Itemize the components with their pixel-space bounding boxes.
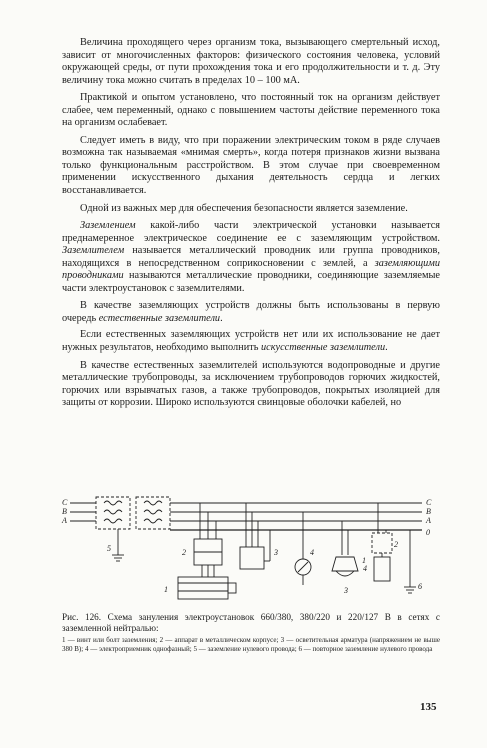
transformer-primary <box>96 497 130 529</box>
grounding-schematic <box>60 493 444 605</box>
caption-title: Рис. 126. Схема зануления электроустановок 660/380, 380/220 и 220/127 В в сетях с заземленной нейтралью: <box>62 612 440 633</box>
callout-number: 6 <box>418 582 422 591</box>
paragraph: Одной из важных мер для обеспечения безопасности является заземление. <box>80 202 408 214</box>
bus-label-right: 0 <box>426 528 430 537</box>
bus-label-left: С <box>62 498 68 507</box>
paragraph-natural: В качестве заземляющих устройств должны быть использованы в первую очередь естественные заземлители. <box>62 300 440 324</box>
callout-number: 2 <box>182 548 186 557</box>
body-text <box>62 37 440 415</box>
term-zazemlyayushchie-provodniki: заземляющими проводниками <box>62 257 440 282</box>
bus-label-right: А <box>426 516 431 525</box>
paragraph-definitions: Заземлением какой-либо части электрической установки называется преднамеренное электрическое соединение ее с заземляющим устройством. Заземлителем называется металлический проводник или группа проводников, находящихся в непосредственном соприкосновении с землей, а заземляющими проводниками называются металлические проводники, соединяющие заземляемые части электроустановок с заземлителями. <box>62 220 440 294</box>
callout-number: 1 <box>362 556 366 565</box>
receiver-box <box>374 557 390 581</box>
callout-number: 4 <box>310 548 314 557</box>
motor-housing <box>178 577 228 599</box>
term-zazemlenie: Заземлением <box>80 220 136 232</box>
page-number: 135 <box>420 701 437 713</box>
callout-number: 1 <box>164 585 168 594</box>
apparatus-box <box>240 547 264 569</box>
bus-label-left: В <box>62 507 67 516</box>
bus-label-right: С <box>426 498 432 507</box>
paragraph: В качестве естественных заземлителей используются водопроводные и другие металлические трубопроводы, за исключением трубопроводов горючих жидкостей, горючих или взрывчатых газов, а также трубопроводов, покрытых изоляцией для защиты от коррозии. Широко используются свинцовые оболочки кабелей, но <box>62 359 440 409</box>
callout-number: 3 <box>274 548 278 557</box>
term-artificial-grounding: искусственные заземлители <box>260 342 386 354</box>
paragraph: Практикой и опытом установлено, что постоянный ток на организм действует слабее, чем переменный, однако с повышением частоты действие переменного тока на организм ослабевает. <box>62 92 440 129</box>
figure-caption <box>62 612 440 653</box>
bus-label-left: А <box>62 516 67 525</box>
transformer-secondary <box>136 497 170 529</box>
paragraph: Следует иметь в виду, что при поражении электрическим током в ряде случаев возможна так называемая «мнимая смерть», когда потеря признаков жизни вызвана только функциональным расстройством. В этом случае при своевременном применении искусственного дыхания деятельность сердца и легких восстанавливается. <box>62 134 440 197</box>
lamp-fixture <box>332 557 358 571</box>
bus-label-right: В <box>426 507 431 516</box>
paragraph-artificial: Если естественных заземляющих устройств нет или их использование не дает нужных результатов, необходимо выполнить искусственные заземлители. <box>62 329 440 354</box>
callout-number: 3 <box>344 586 348 595</box>
schematic-figure <box>60 493 444 605</box>
callout-number: 2 <box>394 540 398 549</box>
caption-legend: 1 — винт или болт заземления; 2 — аппарат в металлическом корпусе; 3 — осветительная арматура (напряжением не выше 380 В); 4 — электроприемник однофазный; 5 — заземление нулевого провода; 6 — повторное заземление нулевого провода <box>62 636 440 653</box>
paragraph: Величина проходящего через организм тока, вызывающего смертельный исход, зависит от многочисленных факторов: физического состояния человека, условий окружающей среды, от пути прохождения тока и его продолжительности и т. д. Эту величину тока можно считать в пределах 10 – 100 мА. <box>62 37 440 86</box>
callout-number: 5 <box>107 544 111 553</box>
term-natural-grounding: естественные заземлители <box>98 312 221 324</box>
callout-number: 4 <box>363 564 367 573</box>
term-zazemlitel: Заземлителем <box>62 245 125 257</box>
